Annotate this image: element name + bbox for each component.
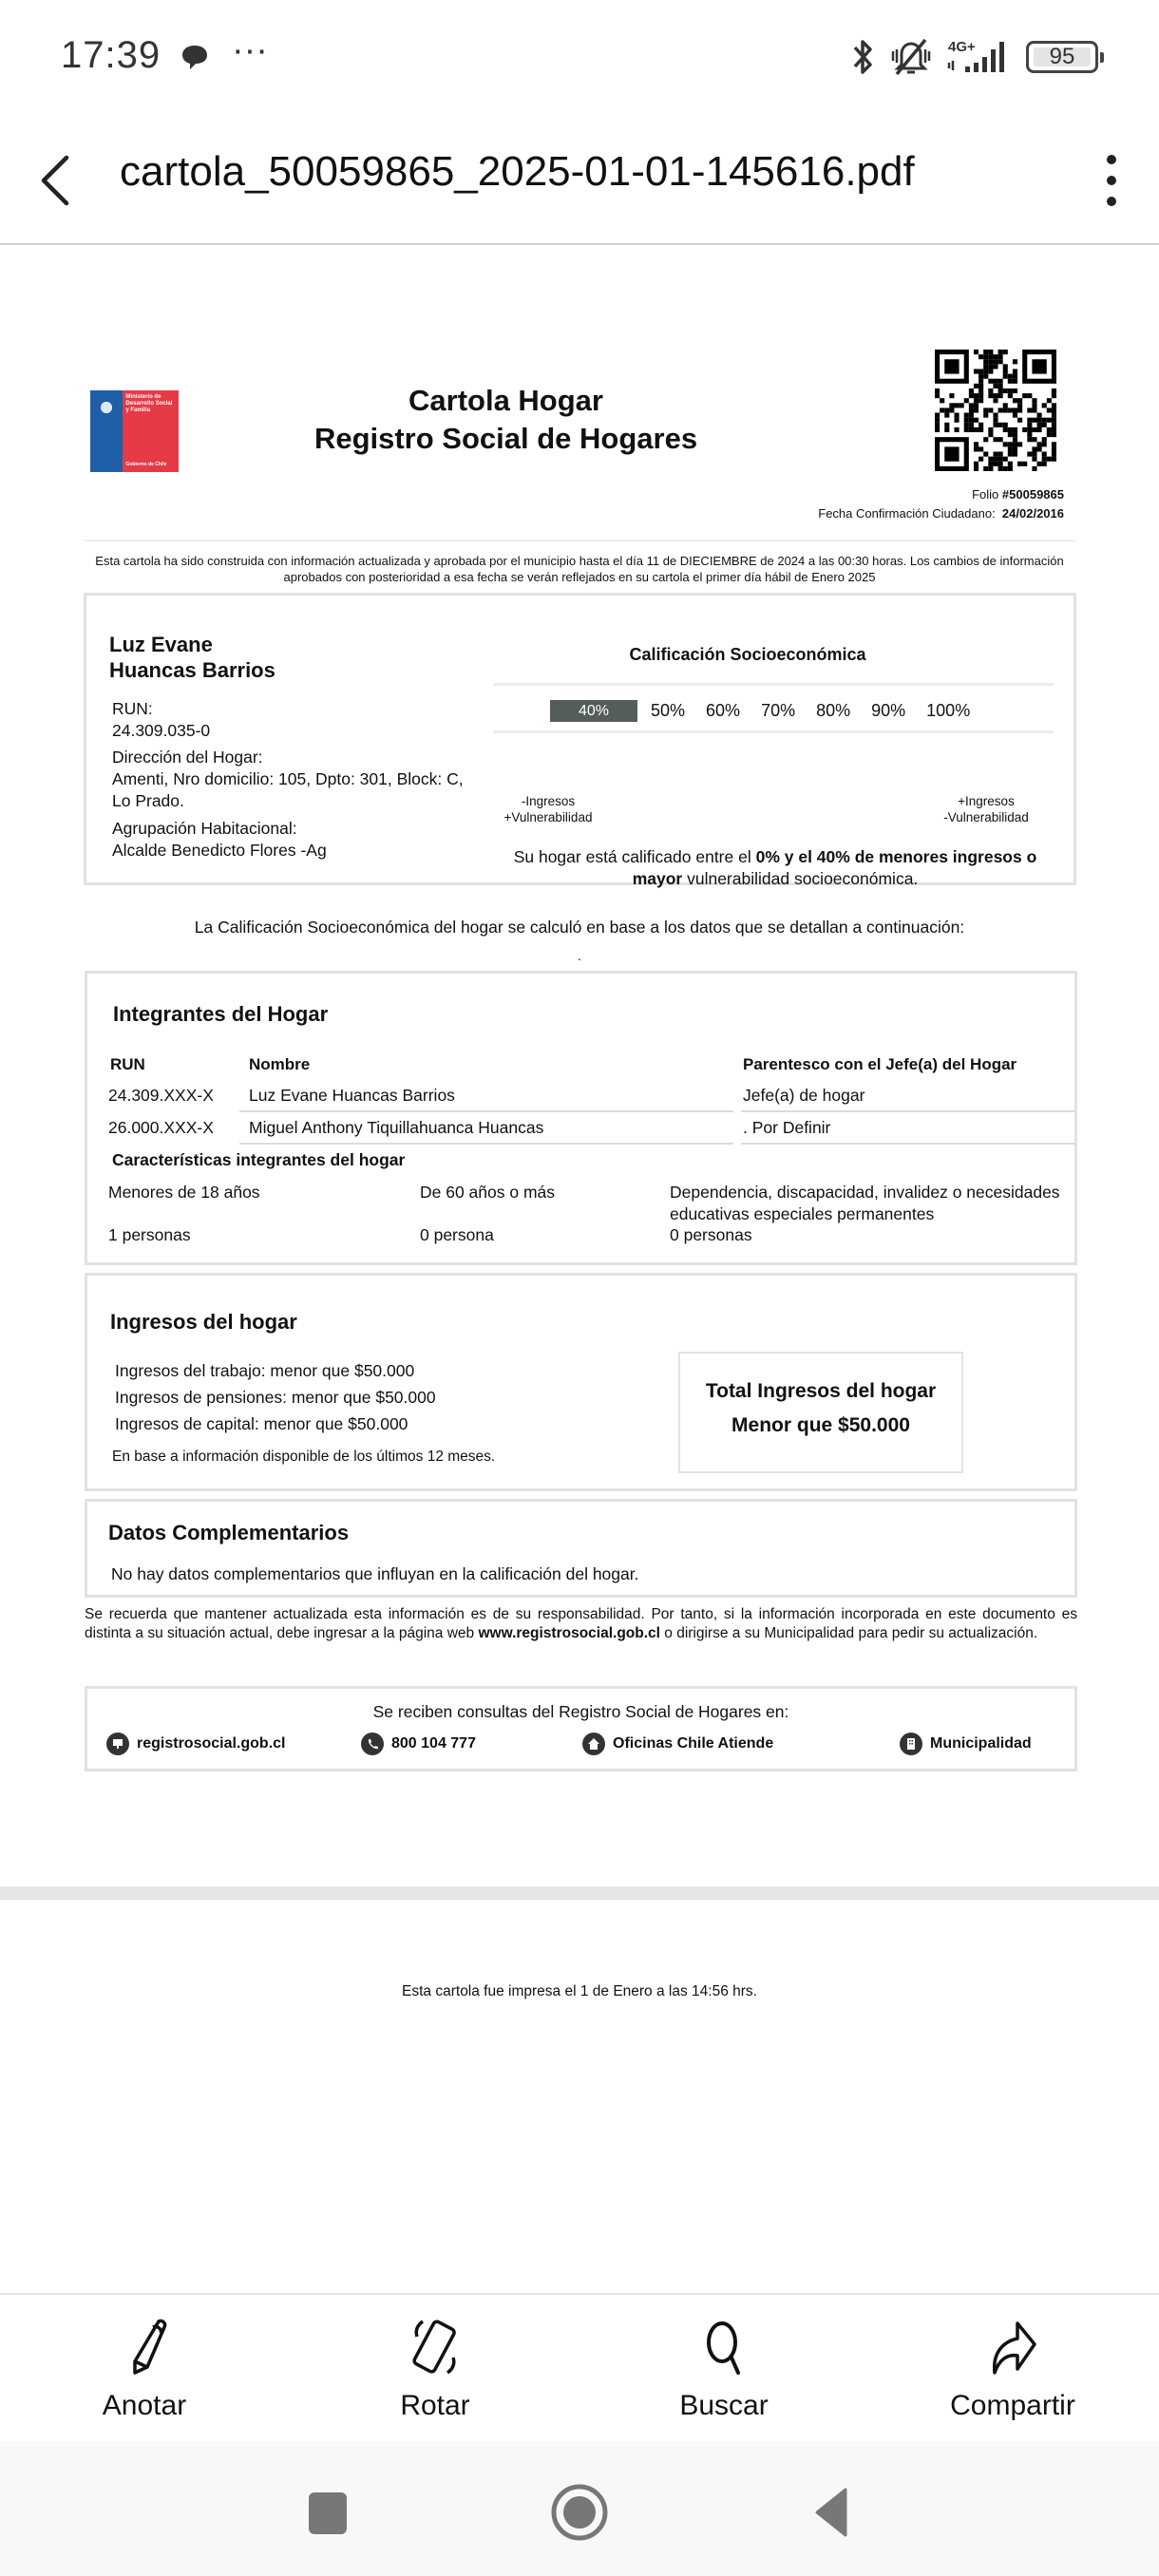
calification-scale xyxy=(550,700,991,722)
basis-dot: . xyxy=(578,948,581,963)
back-button[interactable] xyxy=(32,142,80,218)
vibrate-mute-icon xyxy=(889,36,933,78)
member-run: 24.309.XXX-X xyxy=(108,1086,214,1105)
low-income-line1: -Ingresos xyxy=(521,794,576,808)
run-label: RUN: xyxy=(112,699,153,718)
signal-4g-icon xyxy=(946,36,1013,78)
total-income-box xyxy=(678,1352,963,1473)
low-income-label xyxy=(501,793,596,825)
document-heading: Cartola Hogar xyxy=(408,384,603,417)
members-title: Integrantes del Hogar xyxy=(113,1002,329,1026)
computer-icon xyxy=(106,1733,129,1755)
chat-bubble-icon xyxy=(180,44,209,70)
char-value-seniors: 0 persona xyxy=(420,1225,494,1244)
member-name: Miguel Anthony Tiquillahuanca Huancas xyxy=(249,1118,544,1137)
contact-offices-label: Oficinas Chile Atiende xyxy=(613,1735,774,1752)
complementary-text: No hay datos complementarios que influyan en la calificación del hogar. xyxy=(111,1564,639,1583)
char-value-dependency: 0 personas xyxy=(670,1225,752,1244)
more-dots-icon: ··· xyxy=(232,30,268,70)
status-bar xyxy=(0,0,1159,114)
update-notice: Esta cartola ha sido construida con información actualizada y aprobada por el municipio hasta el día 11 de DIECIEMBRE de 2024 a las 00:30 horas. Los cambios de información aprobados con posterioridad a esa fecha se verán reflejados en su cartola el primer día hábil de Enero 2025 xyxy=(95,554,1064,584)
table-row xyxy=(87,1112,1074,1145)
char-label-seniors: De 60 años o más xyxy=(420,1183,556,1202)
table-row xyxy=(87,1080,1074,1112)
confirmation-date xyxy=(818,506,1064,521)
income-note: En base a información disponible de los últimos 12 meses. xyxy=(112,1449,496,1465)
household-members-box xyxy=(85,971,1077,1265)
scale-step: 40% xyxy=(550,700,637,722)
building-icon xyxy=(900,1733,922,1755)
network-label: 4G+ xyxy=(948,39,976,55)
group-value: Alcalde Benedicto Flores -Ag xyxy=(112,841,327,860)
bottom-toolbar xyxy=(0,2293,1159,2441)
annotate-button[interactable] xyxy=(49,2314,239,2422)
pencil-icon xyxy=(111,2314,178,2380)
system-icons xyxy=(851,34,1098,80)
home-icon xyxy=(582,1733,605,1755)
complementary-title: Datos Complementarios xyxy=(108,1521,350,1544)
summary-box xyxy=(84,593,1076,888)
contact-phone-label: 800 104 777 xyxy=(391,1735,476,1752)
app-bar xyxy=(0,123,1159,245)
more-options-button[interactable] xyxy=(1092,142,1130,218)
char-value-minors: 1 personas xyxy=(108,1225,191,1244)
high-income-line1: +Ingresos xyxy=(958,794,1015,808)
basis-text: La Calificación Socioeconómica del hogar se calculó en base a los datos que se detallan a continuación: xyxy=(194,918,965,937)
contact-website[interactable] xyxy=(106,1733,285,1755)
share-label: Compartir xyxy=(950,2390,1075,2421)
back-triangle-icon xyxy=(808,2484,855,2541)
complementary-data-box xyxy=(85,1499,1077,1598)
annotate-label: Anotar xyxy=(102,2390,187,2421)
contact-municipality-label: Municipalidad xyxy=(930,1735,1032,1752)
contact-municipality[interactable] xyxy=(900,1733,1032,1755)
total-income-label: Total Ingresos del hogar xyxy=(705,1380,937,1402)
member-run: 26.000.XXX-X xyxy=(108,1118,214,1137)
printed-note: Esta cartola fue impresa el 1 de Enero a las 14:56 hrs. xyxy=(402,1983,757,1999)
back-nav-button[interactable] xyxy=(798,2479,864,2546)
calif-text-end: vulnerabilidad socioeconómica. xyxy=(682,869,919,888)
reminder-start: Se recuerda que mantener actualizada esta información es de su responsabilidad. Por tanto, si la información incorporada en este documento es distinta a su situación actual, debe ingresar a la página web xyxy=(85,1606,1077,1641)
address-value: Amenti, Nro domicilio: 105, Dpto: 301, Block: C, Lo Prado. xyxy=(112,769,464,810)
status-time: 17:39 xyxy=(61,34,162,76)
fecha-value: 24/02/2016 xyxy=(1001,506,1064,521)
rotate-label: Rotar xyxy=(400,2390,470,2421)
contact-phone[interactable] xyxy=(361,1733,476,1755)
reminder-end: o dirigirse a su Municipalidad para pedir su actualización. xyxy=(659,1625,1038,1641)
income-capital: Ingresos de capital: menor que $50.000 xyxy=(115,1414,408,1433)
rotate-button[interactable] xyxy=(340,2314,530,2422)
income-title: Ingresos del hogar xyxy=(110,1310,297,1334)
logo-government-text: Gobierno de Chile xyxy=(125,462,167,467)
logo-ministry-text: Ministerio de Desarrollo Social y Familia xyxy=(125,394,173,413)
page-separator xyxy=(0,1886,1159,1900)
low-income-line2: +Vulnerabilidad xyxy=(504,810,593,824)
last-name: Huancas Barrios xyxy=(109,658,276,682)
registro-social-link[interactable]: www.registrosocial.gob.cl xyxy=(478,1625,660,1641)
high-income-label xyxy=(934,793,1038,825)
pdf-page[interactable] xyxy=(0,247,1159,1999)
member-relation: . Por Definir xyxy=(743,1118,831,1137)
header-nombre: Nombre xyxy=(249,1055,311,1073)
contact-website-label: registrosocial.gob.cl xyxy=(137,1735,286,1752)
calification-text xyxy=(495,846,1055,890)
share-icon xyxy=(979,2314,1046,2380)
run-value: 24.309.035-0 xyxy=(112,721,211,740)
char-label-dependency: Dependencia, discapacidad, invalidez o necesidades educativas especiales permanentes xyxy=(670,1183,1060,1223)
document-title: cartola_50059865_2025-01-01-145616.pdf xyxy=(120,148,915,195)
battery-level: 95 xyxy=(1049,44,1075,69)
search-label: Buscar xyxy=(679,2390,769,2421)
income-work: Ingresos del trabajo: menor que $50.000 xyxy=(115,1361,415,1380)
folio xyxy=(972,487,1064,502)
member-relation: Jefe(a) de hogar xyxy=(743,1086,865,1105)
divider xyxy=(493,730,1054,733)
contact-box xyxy=(85,1686,1077,1771)
first-name: Luz Evane xyxy=(109,633,213,656)
characteristics-title: Características integrantes del hogar xyxy=(112,1150,406,1169)
header-run: RUN xyxy=(110,1055,145,1073)
contact-title: Se reciben consultas del Registro Social de Hogares en: xyxy=(372,1702,789,1721)
folio-value: #50059865 xyxy=(1001,487,1064,502)
header-parentesco: Parentesco con el Jefe(a) del Hogar xyxy=(743,1055,1017,1073)
total-income-value: Menor que $50.000 xyxy=(732,1414,910,1436)
income-box xyxy=(85,1273,1077,1491)
qr-code xyxy=(935,350,1056,471)
recents-button[interactable] xyxy=(294,2479,361,2546)
home-button[interactable] xyxy=(546,2479,613,2546)
contact-offices[interactable] xyxy=(582,1733,773,1755)
high-income-line2: -Vulnerabilidad xyxy=(943,810,1029,824)
person-name xyxy=(109,632,276,683)
divider xyxy=(493,683,1054,686)
calification-title: Calificación Socioeconómica xyxy=(629,645,866,664)
bluetooth-icon xyxy=(851,38,876,76)
rotate-icon xyxy=(402,2314,468,2380)
reminder-text xyxy=(85,1605,1077,1643)
battery-indicator xyxy=(1026,41,1098,73)
search-icon xyxy=(691,2314,757,2380)
scale-step: 50% xyxy=(651,701,686,720)
phone-icon xyxy=(361,1733,384,1755)
scale-step: 90% xyxy=(871,701,906,720)
calif-text-bold: 0% y el 40% de menores ingresos o mayor xyxy=(632,847,1037,888)
recents-icon xyxy=(307,2489,349,2536)
home-circle-icon xyxy=(549,2482,610,2543)
search-button[interactable] xyxy=(629,2314,819,2422)
scale-step: 60% xyxy=(706,701,741,720)
scale-step: 70% xyxy=(761,701,796,720)
address-label: Dirección del Hogar: xyxy=(112,748,263,767)
income-pensions: Ingresos de pensiones: menor que $50.000 xyxy=(115,1388,436,1407)
divider xyxy=(84,540,1075,541)
folio-label: Folio xyxy=(972,487,999,502)
scale-step: 100% xyxy=(926,701,971,720)
member-name: Luz Evane Huancas Barrios xyxy=(249,1086,455,1105)
fecha-label: Fecha Confirmación Ciudadano: xyxy=(818,506,996,521)
document-subheading: Registro Social de Hogares xyxy=(314,422,698,455)
scale-step: 80% xyxy=(816,701,851,720)
char-label-minors: Menores de 18 años xyxy=(108,1183,260,1202)
system-nav-bar xyxy=(0,2441,1159,2576)
group-label: Agrupación Habitacional: xyxy=(112,819,297,838)
chevron-left-icon xyxy=(32,142,80,218)
calif-text-start: Su hogar está calificado entre el xyxy=(513,847,756,866)
share-button[interactable] xyxy=(918,2314,1108,2422)
more-vert-icon xyxy=(1107,155,1116,206)
